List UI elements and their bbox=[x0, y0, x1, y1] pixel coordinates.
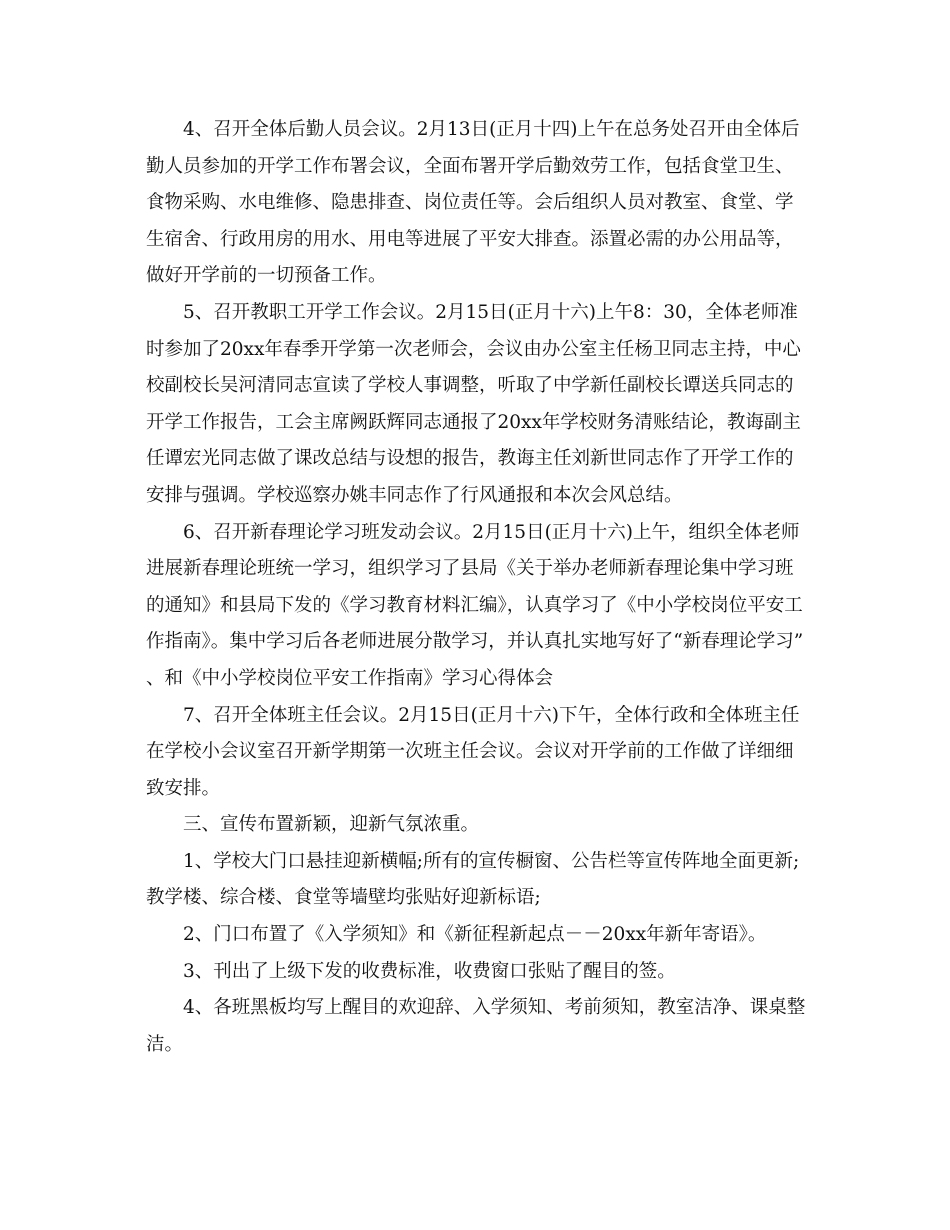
paragraph-banners: 1、学校大门口悬挂迎新横幅;所有的宣传橱窗、公告栏等宣传阵地全面更新;教学楼、综合楼、食堂等墙壁均张贴好迎新标语; bbox=[146, 850, 800, 909]
paragraph-entrance-notices: 2、门口布置了《入学须知》和《新征程新起点－－20xx年新年寄语》。 bbox=[183, 924, 767, 946]
section-heading-publicity: 三、宣传布置新颖，迎新气氛浓重。 bbox=[183, 814, 480, 836]
paragraph-staff-meeting: 5、召开教职工开学工作会议。2月15日(正月十六)上午8：30，全体老师准时参加了20xx年春季开学第一次老师会，会议由办公室主任杨卫同志主持，中心校副校长吴河清同志宣读了学校人事调整，听取了中学新任副校长谭送兵同志的开学工作报告，工会主席阙跃辉同志通报了20xx年学校财务清账结论，教诲副主任谭宏光同志做了课改总结与设想的报告，教诲主任刘新世同志作了开学工作的安排与强调。学校巡察办姚丰同志作了行风通报和本次会风总结。 bbox=[146, 301, 801, 506]
paragraph-fee-standards: 3、刊出了上级下发的收费标准，收费窗口张贴了醒目的签。 bbox=[183, 960, 676, 982]
paragraph-head-teacher-meeting: 7、召开全体班主任会议。2月15日(正月十六)下午，全体行政和全体班主任在学校小会议室召开新学期第一次班主任会议。会议对开学前的工作做了详细细致安排。 bbox=[146, 704, 800, 799]
document-body bbox=[146, 112, 806, 1063]
paragraph-logistics-meeting: 4、召开全体后勤人员会议。2月13日(正月十四)上午在总务处召开由全体后勤人员参加的开学工作布署会议，全面布署开学后勤效劳工作，包括食堂卫生、食物采购、水电维修、隐患排查、岗位责任等。会后组织人员对教室、食堂、学生宿舍、行政用房的用水、用电等进展了平安大排查。添置必需的办公用品等，做好开学前的一切预备工作。 bbox=[146, 119, 800, 287]
paragraph-blackboards: 4、各班黑板均写上醒目的欢迎辞、入学须知、考前须知，教室洁净、课桌整洁。 bbox=[146, 997, 806, 1055]
paragraph-theory-study-meeting: 6、召开新春理论学习班发动会议。2月15日(正月十六)上午，组织全体老师进展新春理论班统一学习，组织学习了县局《关于举办老师新春理论集中学习班的通知》和县局下发的《学习教育材料汇编》，认真学习了《中小学校岗位平安工作指南》。集中学习后各老师进展分散学习，并认真扎实地写好了“新春理论学习”、和《中小学校岗位平安工作指南》学习心得体会 bbox=[146, 521, 804, 689]
